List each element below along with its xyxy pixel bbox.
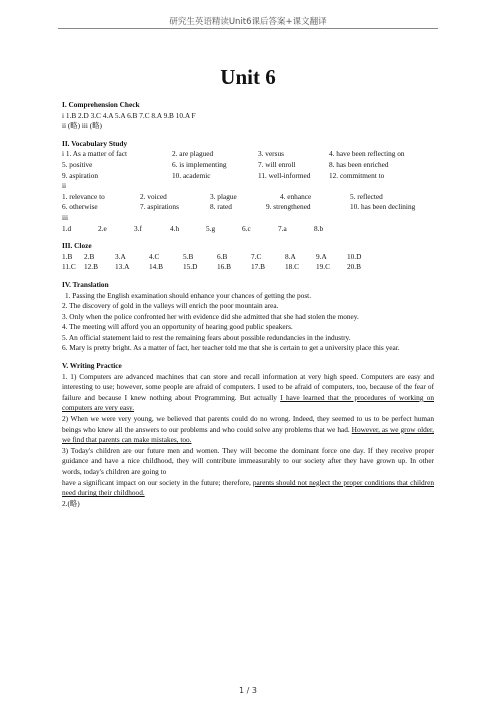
page-number: 1 / 3 xyxy=(239,686,257,695)
vocab-item: 7.a xyxy=(278,223,287,233)
vocab-item: 9. strengthened xyxy=(266,202,311,212)
comprehension-answers: i 1.B 2.D 3.C 4.A 5.A 6.B 7.C 8.A 9.B 10.A F xyxy=(62,110,196,120)
vocab-item: 8. rated xyxy=(210,202,232,212)
cloze-item: 8.A xyxy=(285,251,296,261)
translation-item: 4. The meeting will afford you an opportunity of hearing good public speakers. xyxy=(62,322,293,332)
vocab-item: 3. plague xyxy=(210,191,237,201)
cloze-item: 4.C xyxy=(149,251,160,261)
cloze-row xyxy=(62,252,434,263)
cloze-item: 11.C xyxy=(62,262,76,272)
vocab-item: 7. will enroll xyxy=(258,159,296,169)
cloze-item: 14.B xyxy=(149,262,163,272)
vocab-row xyxy=(62,149,434,160)
vocab-item: 5. reflected xyxy=(350,191,383,201)
vocab-item: 8.b xyxy=(314,223,324,233)
translation-item: 5. An official statement laid to rest the remaining fears about possible redundancies in the industry. xyxy=(62,332,351,342)
cloze-item: 17.B xyxy=(251,262,265,272)
page-title: Unit 6 xyxy=(220,65,276,89)
vocab-item: 4. enhance xyxy=(280,191,312,201)
section-heading-writing: V. Writing Practice xyxy=(62,361,122,371)
vocab-item: 4. have been reflecting on xyxy=(329,149,405,159)
section-heading-translation: IV. Translation xyxy=(62,279,109,289)
vocab-item: 6. is implementing xyxy=(172,159,227,169)
cloze-item: 18.C xyxy=(285,262,299,272)
cloze-item: 5.B xyxy=(183,251,194,261)
vocab-item: 11. well-informed xyxy=(258,170,311,180)
cloze-item: 13.A xyxy=(115,262,130,272)
section-heading-comprehension: I. Comprehension Check xyxy=(62,100,140,109)
cloze-item: 6.B xyxy=(217,251,228,261)
writing-omitted: 2.(略) xyxy=(62,498,80,508)
cloze-item: 7.C xyxy=(251,251,262,261)
cloze-row xyxy=(62,262,434,273)
vocab-item: 6. otherwise xyxy=(62,202,98,212)
comprehension-omitted: ii (略) iii (略) xyxy=(62,121,102,131)
header-rule xyxy=(58,28,438,29)
writing-underlined-text: However, as we grow older, we find that parents can make mistakes, too. xyxy=(62,424,434,445)
document-body xyxy=(62,100,434,509)
page-header: 研究生英语精读Unit6课后答案+课文翻译 xyxy=(169,17,327,27)
vocab-item: 5.g xyxy=(206,223,216,233)
vocab-item: 10. academic xyxy=(172,170,211,180)
writing-text: have a significant impact on our society in the future; therefore, xyxy=(62,477,253,487)
cloze-item: 1.B xyxy=(62,251,73,261)
vocab-item: 6.c xyxy=(242,223,251,233)
vocab-item: 2. are plagued xyxy=(172,149,214,159)
writing-paragraph xyxy=(62,478,434,499)
writing-paragraph: 3) Today's children are our future men and women. They will become the dominant force one day. If they receive proper guidance and have a nice childhood, they will contribute immeasurably to our society after they have grown up. In other words, today's children are going to xyxy=(62,445,434,476)
writing-underlined-text: parents should not neglect the proper conditions that children need during their childhood. xyxy=(62,477,434,498)
vocab-item: 9. aspiration xyxy=(62,170,99,180)
cloze-item: 3.A xyxy=(115,251,126,261)
section-heading-cloze: III. Cloze xyxy=(62,241,92,251)
vocab-item: 12. commitment to xyxy=(329,170,385,180)
vocab-item: 10. has been declining xyxy=(350,202,416,212)
vocab-item: 8. has been enriched xyxy=(329,159,389,169)
writing-text: 1. 1) Computers are advanced machines that can store and recall information at very high speed. Computers are easy and interesting to use; however, some people are afraid of computers. I used to be afraid of computers, too, because of the fear of failure and because I knew nothing about Programming. But actually xyxy=(62,371,434,402)
vocab-row xyxy=(62,160,434,171)
writing-text: 2) When we were very young, we believed that parents could do no wrong. Indeed, they seemed to us to be perfect human beings who knew all the answers to our problems and who could solve any problems that we had. xyxy=(62,414,434,434)
vocab-item: 1.d xyxy=(62,223,72,233)
cloze-item: 16.B xyxy=(217,262,231,272)
vocab-row xyxy=(62,171,434,182)
translation-item: 6. Mary is pretty bright. As a matter of fact, her teacher told me that she is certain to get a university place this year. xyxy=(62,343,400,353)
cloze-item: 19.C xyxy=(316,262,330,272)
vocab-subsection-iii: iii xyxy=(62,212,69,222)
section-heading-vocabulary: II. Vocabulary Study xyxy=(62,138,128,148)
vocab-row xyxy=(62,224,434,235)
cloze-item: 15.D xyxy=(183,262,198,272)
vocab-item: i 1. As a matter of fact xyxy=(62,149,128,159)
cloze-item: 20.B xyxy=(347,262,361,272)
cloze-item: 2.B xyxy=(84,251,95,261)
vocab-row xyxy=(62,192,434,203)
cloze-item: 12.B xyxy=(84,262,98,272)
vocab-item: 3. versus xyxy=(258,149,284,159)
cloze-item: 9.A xyxy=(316,251,327,261)
vocab-item: 7. aspirations xyxy=(140,202,179,212)
vocab-item: 4.h xyxy=(170,223,180,233)
vocab-item: 1. relevance to xyxy=(62,191,105,201)
writing-paragraph xyxy=(62,372,434,414)
translation-item: 3. Only when the police confronted her with evidence did she admitted that she had stolen the money. xyxy=(62,311,359,321)
vocab-item: 3.f xyxy=(134,223,142,233)
writing-paragraph xyxy=(62,414,434,446)
vocab-item: 2. voiced xyxy=(140,191,167,201)
cloze-item: 10.D xyxy=(347,251,362,261)
translation-item: 2. The discovery of gold in the valleys will enrich the poor mountain area. xyxy=(62,301,279,311)
vocab-item: 5. positive xyxy=(62,159,93,169)
vocab-item: 2.e xyxy=(98,223,107,233)
vocab-row xyxy=(62,202,434,213)
translation-item: 1. Passing the English examination should enhance your chances of getting the post. xyxy=(65,290,312,300)
vocab-subsection-ii: ii xyxy=(62,181,67,191)
writing-underlined-text: I have learned that the procedures of working on computers are very easy. xyxy=(62,392,434,413)
